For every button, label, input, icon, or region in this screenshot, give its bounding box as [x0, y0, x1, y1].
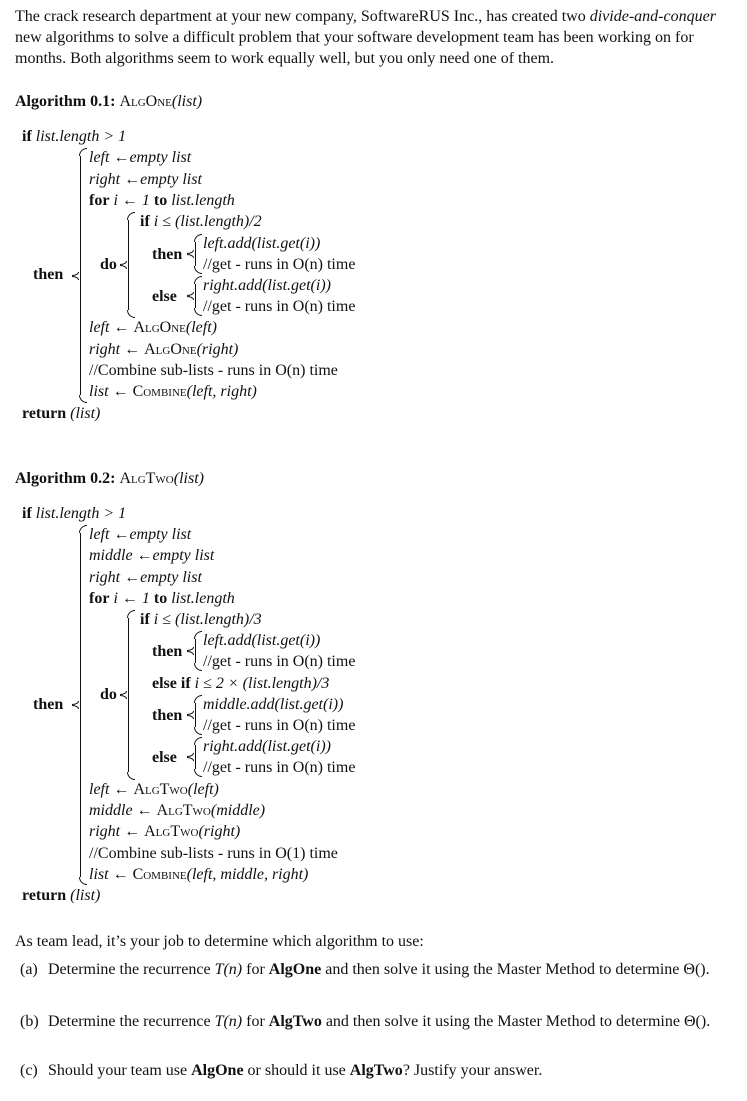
alg1-caption-arg: (list): [171, 93, 203, 110]
alg1-rec-right-var: right ←: [89, 341, 145, 358]
alg2-then2: [152, 706, 182, 726]
task-item-c-label: (c): [20, 1062, 38, 1079]
alg2-middle-init: middle ←empty list: [89, 547, 215, 564]
task-a-pre: Determine the recurrence: [48, 961, 215, 978]
alg1-inner-if-kw: if: [140, 213, 150, 230]
alg1-rec-right: [89, 340, 238, 360]
alg1-then-comment: //get - runs in O(n) time: [203, 256, 356, 273]
intro-paragraph: [15, 6, 720, 69]
intro-emphasis: divide-and-conquer: [589, 8, 716, 25]
alg1-then-inner: [152, 245, 182, 265]
intro-text-before: The crack research department at your new company, SoftwareRUS Inc., has created two: [15, 8, 590, 25]
alg1-return-arg: (list): [70, 405, 101, 422]
alg2-caption: [15, 469, 204, 489]
task-a-math: T(n): [214, 961, 243, 978]
alg2-return: [22, 886, 100, 906]
alg1-for-end: list.length: [171, 192, 235, 209]
alg2-caption-name: AlgTwo: [119, 470, 174, 487]
alg1-combine: [89, 382, 257, 402]
alg2-for-kw: for: [89, 590, 110, 607]
alg2-then2-add: middle.add(list.get(i)): [203, 696, 344, 713]
alg1-for-line: [89, 191, 235, 211]
alg1-else-comment: //get - runs in O(n) time: [203, 298, 356, 315]
alg2-combine-fn: Combine: [132, 866, 187, 883]
alg2-then1: [152, 642, 182, 662]
task-item-b-text: [48, 1011, 720, 1032]
alg1-rec-left: [89, 318, 217, 338]
alg2-for-end: list.length: [171, 590, 235, 607]
alg2-caption-label: Algorithm 0.2:: [15, 470, 116, 487]
task-c-pre: Should your team use: [48, 1062, 192, 1079]
alg2-rec-right: [89, 822, 240, 842]
alg2-inner-if-kw: if: [140, 611, 150, 628]
task-item-c-text: [48, 1060, 720, 1081]
alg2-combine-arg: (left, middle, right): [186, 866, 309, 883]
alg1-then-inner-kw: then: [152, 246, 183, 263]
alg2-then2-kw: then: [152, 707, 183, 724]
alg2-return-kw: return: [22, 887, 67, 904]
alg2-then1-comment: //get - runs in O(n) time: [203, 653, 356, 670]
alg1-then-add: left.add(list.get(i)): [203, 235, 321, 252]
task-a-post: and then solve it using the Master Method to determine Θ().: [321, 961, 710, 978]
task-c-mid: or should it use: [243, 1062, 350, 1079]
alg1-to-kw: to: [153, 192, 168, 209]
alg2-rec-middle-var: middle ←: [89, 802, 157, 819]
task-item-b: [20, 1011, 720, 1055]
task-c-bold: AlgOne: [191, 1062, 244, 1079]
alg1-if-line: [22, 127, 126, 147]
alg1-combine-var: list ←: [89, 383, 133, 400]
alg1-caption-label: Algorithm 0.1:: [15, 93, 116, 110]
alg2-combine-var: list ←: [89, 866, 133, 883]
alg2-rec-right-fn: AlgTwo: [144, 823, 199, 840]
alg2-rec-left-var: left ←: [89, 781, 134, 798]
alg1-else-kw: else: [152, 288, 177, 305]
alg2-rec-left-arg: (left): [187, 781, 219, 798]
task-b-bold: AlgTwo: [268, 1013, 322, 1030]
alg2-combine: [89, 865, 308, 885]
alg2-then2-comment: //get - runs in O(n) time: [203, 717, 356, 734]
alg2-else-comment: //get - runs in O(n) time: [203, 759, 356, 776]
alg1-rec-left-fn: AlgOne: [133, 319, 186, 336]
task-item-a: [20, 959, 720, 1003]
alg1-combine-fn: Combine: [132, 383, 187, 400]
alg2-if-cond: list.length > 1: [35, 505, 127, 522]
alg1-rec-right-arg: (right): [196, 341, 239, 358]
alg2-else-add: right.add(list.get(i)): [203, 738, 331, 755]
alg1-then-kw: [33, 265, 63, 285]
alg2-right-init: right ←empty list: [89, 569, 202, 586]
alg2-elseif: [152, 674, 329, 694]
alg1-for-var: i ← 1: [113, 192, 150, 209]
task-lead: As team lead, it’s your job to determine which algorithm to use:: [15, 933, 424, 950]
alg2-rec-middle-fn: AlgTwo: [156, 802, 211, 819]
alg1-caption: [15, 92, 202, 112]
alg2-rec-left: [89, 780, 219, 800]
alg2-inner-cond: i ≤ (list.length)/3: [153, 611, 262, 628]
alg1-rec-left-arg: (left): [185, 319, 217, 336]
alg2-then1-add: left.add(list.get(i)): [203, 632, 321, 649]
alg2-rec-middle-arg: (middle): [210, 802, 266, 819]
alg1-combine-comment: //Combine sub-lists - runs in O(n) time: [89, 362, 338, 379]
task-b-pre: Determine the recurrence: [48, 1013, 215, 1030]
task-item-a-text: [48, 959, 720, 980]
alg1-inner-if: [140, 212, 262, 232]
alg2-rec-left-fn: AlgTwo: [133, 781, 188, 798]
alg2-combine-comment: //Combine sub-lists - runs in O(1) time: [89, 845, 338, 862]
alg2-else-kw: else: [152, 749, 177, 766]
alg1-then-text: then: [33, 266, 64, 283]
task-c-post: ? Justify your answer.: [402, 1062, 543, 1079]
alg2-for-var: i ← 1: [113, 590, 150, 607]
alg2-then1-kw: then: [152, 643, 183, 660]
alg1-rec-left-var: left ←: [89, 319, 134, 336]
alg2-rec-middle: [89, 801, 265, 821]
alg2-if-kw: if: [22, 505, 32, 522]
alg1-combine-arg: (left, right): [186, 383, 257, 400]
alg1-caption-name: AlgOne: [119, 93, 172, 110]
alg2-do-text: do: [100, 686, 117, 703]
task-item-c: [20, 1060, 720, 1082]
intro-text-after: new algorithms to solve a difficult problem that your software development team has been working on for months. Both algorithms seem to work equally well, but you only need one of them.: [15, 29, 694, 67]
alg1-inner-cond: i ≤ (list.length)/2: [153, 213, 262, 230]
alg2-to-kw: to: [153, 590, 168, 607]
task-item-b-label: (b): [20, 1013, 39, 1030]
alg1-if-kw: if: [22, 128, 32, 145]
alg2-inner-if: [140, 610, 262, 630]
alg2-left-init: left ←empty list: [89, 526, 192, 543]
alg1-left-init: left ←empty list: [89, 149, 192, 166]
alg1-for-kw: for: [89, 192, 110, 209]
alg2-caption-arg: (list): [173, 470, 204, 487]
task-a-bold: AlgOne: [268, 961, 322, 978]
alg2-if-line: [22, 504, 126, 524]
alg2-else: [152, 748, 177, 768]
task-b-post: and then solve it using the Master Method to determine Θ().: [321, 1013, 711, 1030]
alg1-else-inner: [152, 287, 177, 307]
alg2-then-kw: [33, 695, 63, 715]
task-a-mid: for: [242, 961, 269, 978]
alg1-rec-right-fn: AlgOne: [144, 341, 197, 358]
alg1-return-kw: return: [22, 405, 67, 422]
alg1-do-text: do: [100, 256, 117, 273]
task-b-mid: for: [242, 1013, 269, 1030]
alg1-do-kw: [100, 255, 117, 275]
alg2-rec-right-var: right ←: [89, 823, 145, 840]
alg1-right-init: right ←empty list: [89, 171, 202, 188]
alg1-return: [22, 404, 100, 424]
task-item-a-label: (a): [20, 961, 38, 978]
alg1-if-cond: list.length > 1: [35, 128, 127, 145]
alg2-for-line: [89, 589, 235, 609]
alg2-rec-right-arg: (right): [198, 823, 241, 840]
alg2-return-arg: (list): [70, 887, 101, 904]
alg1-else-add: right.add(list.get(i)): [203, 277, 331, 294]
task-c-bold2: AlgTwo: [349, 1062, 403, 1079]
task-b-math: T(n): [214, 1013, 243, 1030]
alg2-elseif-kw: else if: [152, 675, 191, 692]
alg2-do-kw: [100, 685, 117, 705]
alg2-elseif-cond: i ≤ 2 × (list.length)/3: [194, 675, 330, 692]
alg2-then-text: then: [33, 696, 64, 713]
